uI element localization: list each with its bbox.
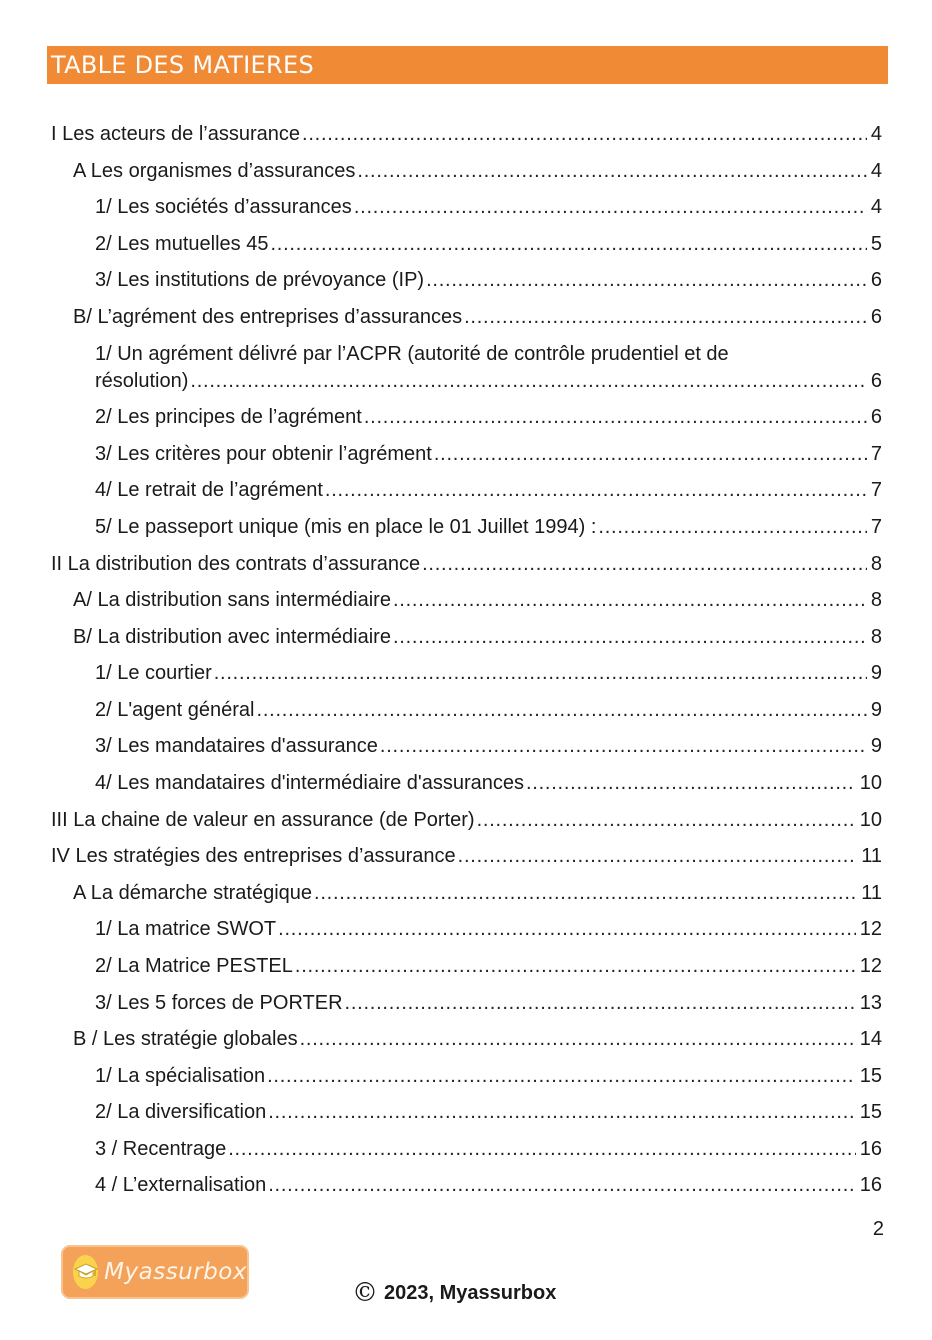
graduation-cap-icon xyxy=(73,1255,98,1289)
dot-leader xyxy=(268,1099,856,1126)
toc-entry-page: 12 xyxy=(859,955,882,977)
toc-entry-title: 2/ Les principes de l’agrément xyxy=(95,406,362,428)
toc-heading: TABLE DES MATIERES xyxy=(51,51,314,79)
toc-entry-title: 3/ Les mandataires d'assurance xyxy=(95,735,378,757)
toc-entry-title: A Les organismes d’assurances xyxy=(73,160,356,182)
toc-entry-page: 13 xyxy=(859,992,882,1014)
toc-entry-title: 3/ Les 5 forces de PORTER xyxy=(95,992,343,1014)
toc-entry-title: 2/ L'agent général xyxy=(95,699,255,721)
dot-leader xyxy=(214,660,867,687)
dot-leader xyxy=(422,551,867,578)
toc-entry-title: 2/ La diversification xyxy=(95,1101,267,1123)
toc-entry[interactable] xyxy=(95,1099,882,1126)
toc-entry[interactable] xyxy=(73,587,882,614)
toc-entry-page: 8 xyxy=(870,553,882,575)
toc-entry-page: 10 xyxy=(859,772,882,794)
toc-entry[interactable] xyxy=(95,477,882,504)
dot-leader xyxy=(228,1136,856,1163)
toc-entry-page: 9 xyxy=(870,735,882,757)
logo-text: Myassurbox xyxy=(104,1259,247,1285)
toc-entry[interactable] xyxy=(51,843,882,870)
dot-leader xyxy=(270,231,866,258)
dot-leader xyxy=(393,624,867,651)
dot-leader xyxy=(268,1172,856,1199)
toc-entry-title: 3 / Recentrage xyxy=(95,1138,227,1160)
toc-entry-page: 10 xyxy=(859,809,882,831)
toc-entry-page: 12 xyxy=(859,918,882,940)
dot-leader xyxy=(300,1026,856,1053)
toc-entry-title: 4/ Le retrait de l’agrément xyxy=(95,479,323,501)
dot-leader xyxy=(325,477,867,504)
toc-header xyxy=(47,46,888,84)
toc-entry-page: 15 xyxy=(859,1065,882,1087)
toc-entry-title: 1/ Les sociétés d’assurances xyxy=(95,196,352,218)
toc-entry[interactable] xyxy=(73,304,882,331)
dot-leader xyxy=(314,880,857,907)
toc-entry[interactable] xyxy=(95,231,882,258)
dot-leader xyxy=(598,514,866,541)
toc-entry-title: IV Les stratégies des entreprises d’assurance xyxy=(51,845,456,867)
toc-entry[interactable] xyxy=(95,1136,882,1163)
toc-entry[interactable] xyxy=(73,624,882,651)
dot-leader xyxy=(302,121,867,148)
toc-entry-title: résolution) xyxy=(95,370,189,392)
toc-entry[interactable] xyxy=(51,121,882,148)
toc-entry-title: 3/ Les critères pour obtenir l’agrément xyxy=(95,443,432,465)
toc-entry-page: 16 xyxy=(859,1174,882,1196)
toc-entry[interactable] xyxy=(95,194,882,221)
dot-leader xyxy=(345,990,856,1017)
dot-leader xyxy=(426,267,867,294)
toc-entry-title: B/ La distribution avec intermédiaire xyxy=(73,626,391,648)
toc-entry-page: 4 xyxy=(870,196,882,218)
toc-entry-page: 8 xyxy=(870,589,882,611)
toc-entry[interactable] xyxy=(95,916,882,943)
dot-leader xyxy=(464,304,867,331)
toc-entry[interactable] xyxy=(95,404,882,431)
toc-entry[interactable] xyxy=(95,514,882,541)
myassurbox-logo xyxy=(61,1245,249,1299)
dot-leader xyxy=(190,368,866,395)
copyright-notice xyxy=(352,1278,556,1308)
toc-entry-page: 7 xyxy=(870,516,882,538)
toc-entry[interactable] xyxy=(95,953,882,980)
toc-entry-page: 7 xyxy=(870,479,882,501)
dot-leader xyxy=(278,916,856,943)
dot-leader xyxy=(364,404,867,431)
toc-entry-title: B / Les stratégie globales xyxy=(73,1028,298,1050)
toc-entry-page: 11 xyxy=(861,882,882,904)
dot-leader xyxy=(526,770,856,797)
toc-entry-title-line1[interactable]: 1/ Un agrément délivré par l’ACPR (autorité de contrôle prudentiel et de xyxy=(95,343,729,365)
page-number: 2 xyxy=(872,1218,884,1240)
toc-entry[interactable] xyxy=(51,807,882,834)
toc-entry-page: 6 xyxy=(870,370,882,392)
toc-entry[interactable] xyxy=(95,697,882,724)
dot-leader xyxy=(354,194,867,221)
toc-entry[interactable] xyxy=(95,733,882,760)
dot-leader xyxy=(267,1063,856,1090)
toc-entry[interactable] xyxy=(73,1026,882,1053)
toc-entry-title: 1/ La spécialisation xyxy=(95,1065,266,1087)
toc-entry-page: 16 xyxy=(859,1138,882,1160)
toc-entry-page: 7 xyxy=(870,443,882,465)
toc-entry-title: A La démarche stratégique xyxy=(73,882,313,904)
toc-entry[interactable] xyxy=(95,368,882,395)
toc-entry-title: 1/ La matrice SWOT xyxy=(95,918,277,940)
toc-entry[interactable] xyxy=(73,158,882,185)
toc-entry[interactable] xyxy=(73,880,882,907)
toc-entry[interactable] xyxy=(95,267,882,294)
toc-entry-page: 11 xyxy=(861,845,882,867)
toc-entry-page: 9 xyxy=(870,699,882,721)
toc-entry-title: 2/ Les mutuelles 45 xyxy=(95,233,269,255)
toc-entry-page: 6 xyxy=(870,406,882,428)
toc-entry-page: 5 xyxy=(870,233,882,255)
toc-entry[interactable] xyxy=(95,990,882,1017)
toc-entry-page: 15 xyxy=(859,1101,882,1123)
toc-entry[interactable] xyxy=(95,1063,882,1090)
toc-entry-title: II La distribution des contrats d’assurance xyxy=(51,553,421,575)
toc-entry-title: B/ L’agrément des entreprises d’assurances xyxy=(73,306,463,328)
dot-leader xyxy=(295,953,856,980)
toc-entry-title: I Les acteurs de l’assurance xyxy=(51,123,301,145)
dot-leader xyxy=(458,843,858,870)
toc-entry[interactable] xyxy=(51,551,882,578)
toc-entry[interactable] xyxy=(95,441,882,468)
toc-entry-page: 9 xyxy=(870,662,882,684)
copyright-text: 2023, Myassurbox xyxy=(384,1281,557,1304)
toc-entry-page: 8 xyxy=(870,626,882,648)
toc-entry-page: 4 xyxy=(870,123,882,145)
toc-entry-page: 4 xyxy=(870,160,882,182)
dot-leader xyxy=(393,587,867,614)
toc-entry[interactable] xyxy=(95,660,882,687)
dot-leader xyxy=(257,697,867,724)
toc-entry[interactable] xyxy=(95,1172,882,1199)
toc-entry-title: A/ La distribution sans intermédiaire xyxy=(73,589,391,611)
toc-entry-title: 5/ Le passeport unique (mis en place le 01 Juillet 1994) : xyxy=(95,516,597,538)
toc-entry-page: 6 xyxy=(870,269,882,291)
dot-leader xyxy=(434,441,867,468)
toc-entry-title: 4 / L’externalisation xyxy=(95,1174,267,1196)
copyright-icon: © xyxy=(352,1278,378,1308)
toc-entry-title: 4/ Les mandataires d'intermédiaire d'assurances xyxy=(95,772,524,794)
toc-entry-title: III La chaine de valeur en assurance (de Porter) xyxy=(51,809,475,831)
dot-leader xyxy=(357,158,867,185)
toc-entry-page: 14 xyxy=(859,1028,882,1050)
dot-leader xyxy=(477,807,856,834)
toc-entry-page: 6 xyxy=(870,306,882,328)
toc-entry-title: 1/ Le courtier xyxy=(95,662,212,684)
toc-entry[interactable] xyxy=(95,770,882,797)
toc-entry-title: 3/ Les institutions de prévoyance (IP) xyxy=(95,269,425,291)
dot-leader xyxy=(380,733,867,760)
toc-entry-title: 2/ La Matrice PESTEL xyxy=(95,955,293,977)
